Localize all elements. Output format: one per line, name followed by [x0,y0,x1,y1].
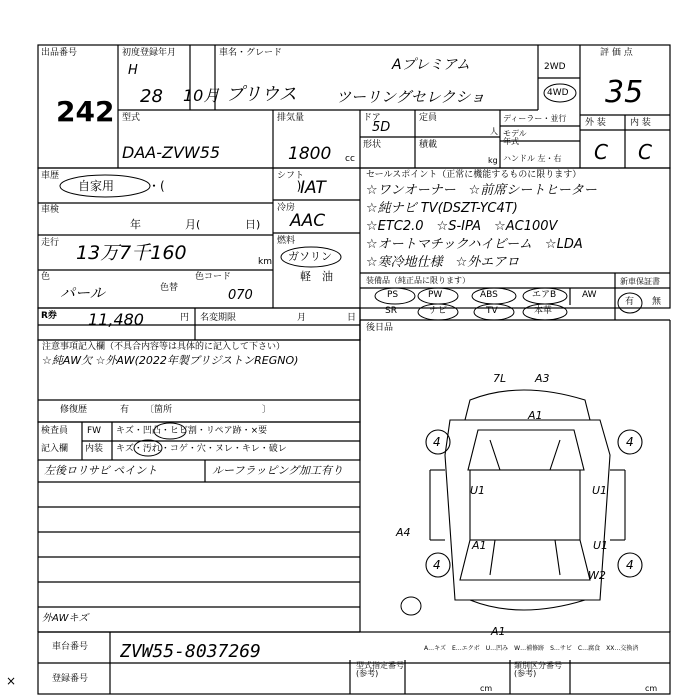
lot-number: 242 [56,95,115,128]
displacement: 1800 [288,144,332,164]
bottom-note: 外AWキズ [42,613,89,624]
model: DAA-ZVW55 [122,143,221,162]
door: 5D [372,120,391,135]
inspection-month: 月( [185,218,201,231]
mileage-label: 走行 [41,238,60,248]
category-label: 類別区分番号 (参考) [514,661,562,678]
displacement-label: 排気量 [277,113,305,123]
tire-mark: 4 [626,435,634,449]
frame-label: 車台番号 [52,642,89,652]
history-label: 車歴 [41,171,60,181]
recycle-label: R券 [41,311,57,321]
notes-text: ☆純AW欠 ☆外AW(2022年製ブリジストンREGNO) [42,354,299,367]
color-label: 色 [41,272,51,282]
fuel-other: 軽 油 [300,270,333,283]
sales-points-label: セールスポイント（正常に機能するものに限ります） [366,170,582,180]
equip-aw: AW [582,290,597,300]
yen: 円 [180,313,190,323]
repair-value: 有 [120,405,130,415]
month-label: 月 [297,313,307,323]
equip-airbag: エアB [532,290,557,300]
recycle-value: 11,480 [88,310,144,329]
notes-label: 注意事項記入欄（不具合内容等は具体的に記入して下さい） [42,342,286,352]
sales-point-line: ☆オートマチックハイビーム ☆LDA [366,237,583,252]
equip-leather: 本革 [534,306,553,316]
warranty-no: 無 [652,297,662,307]
diagram-mark: A1 [491,625,506,638]
mileage-value: 13万7千160 [76,242,187,264]
equip-navi: ナビ [429,306,448,316]
fuel-value: ガソリン [288,250,332,263]
dealer-label: ディーラー・並行 [503,114,567,123]
reg-label: 登録番号 [52,674,89,684]
equip-sr: SR [385,306,397,316]
kg-unit: kg [488,156,498,165]
repair-label: 修復歴 [60,405,88,415]
reg-year: 28 [140,86,163,107]
diagram-mark: U1 [470,484,486,497]
era: H [128,63,138,78]
equipment-label: 装備品（純正品に限ります） [366,276,470,285]
first-reg-label: 初度登録年月 [122,48,177,58]
history-value: 自家用 [78,179,115,193]
tire-mark: 4 [626,558,634,572]
fuel-label: 燃料 [277,236,296,246]
car-name-label: 車名・グレード [219,48,283,58]
shift-label: シフト [277,171,305,181]
load-label: 積載 [419,140,438,150]
grade-top: Aプレミアム [392,57,471,73]
grade: ツーリングセレクショ [336,88,486,106]
inspector-fw-items: キズ・凹凸・ヒビ割・リペア跡・×要 [116,426,268,436]
diagram-mark: U1 [592,484,608,497]
equip-pw: PW [428,290,443,300]
diagram-mark: A3 [535,372,550,385]
warranty-label: 新車保証書 [620,277,660,286]
inspector-interior: 内装 [85,444,104,454]
sales-point-line: ☆純ナビ TV(DSZT-YC4T) [366,201,518,216]
drive-2wd: 2WD [544,62,566,72]
diagram-mark: W2 [588,569,606,582]
tire-mark: 4 [433,558,441,572]
mileage-unit: km [258,257,272,267]
cm-unit: cm [645,684,658,693]
displacement-unit: cc [345,154,355,164]
score-label: 評 価 点 [600,48,633,58]
inspector-entry-label: 記入欄 [41,444,69,454]
inspection-label: 車検 [41,205,60,215]
exterior-label: 外 装 [585,118,606,128]
spec-change-label: 型式指定番号 (参考) [356,661,404,678]
damage-legend: A…キズ E…エクボ U…凹み W…補修跡 S…サビ C…腐食 XX…交換済 [424,645,639,652]
lot-label: 出品番号 [41,48,78,58]
aircon-value: AAC [290,211,326,231]
drive-4wd: 4WD [547,88,569,98]
equip-ps: PS [387,290,399,300]
color-change-label: 色替 [160,283,179,293]
model-label: 型式 [122,113,141,123]
inspector-interior-items: キズ・汚れ・コゲ・穴・ヌレ・キレ・破レ [116,444,287,454]
car-diagram [426,390,642,610]
tire-mark: 4 [433,435,441,449]
person-unit: 人 [490,127,498,136]
color-value: パール [60,284,105,302]
day-label: 日 [347,313,357,323]
exterior-grade: C [594,140,608,164]
remark-line-left: 左後ロリサビ ペイント [44,464,158,477]
diagram-mark: A1 [528,409,543,422]
inspector-fw: FW [87,426,102,436]
interior-label: 内 装 [630,118,651,128]
shift-value: IAT [300,178,326,198]
cm-unit: cm [480,684,493,693]
frame-value: ZVW55-8037269 [120,641,261,662]
side-mark: × [6,674,17,688]
sales-point-line: ☆寒冷地仕様 ☆外エアロ [366,255,520,270]
diagram-mark: A1 [472,539,487,552]
diagram-mark: A4 [396,526,411,539]
aircon-label: 冷房 [277,203,296,213]
sales-point-line: ☆ETC2.0 ☆S-IPA ☆AC100V [366,219,558,234]
repair-bracket: 〔箇所 〕 [145,405,272,415]
equip-abs: ABS [480,290,498,300]
reg-month: 10月 [183,86,220,105]
name-change-label: 名変期限 [200,313,237,323]
capacity-label: 定員 [419,113,438,123]
shape-label: 形状 [363,140,382,150]
car-name: プリウス [226,84,297,105]
handle-label: ハンドル 左・右 [503,154,562,163]
diagram-mark: U1 [593,539,609,552]
door-label: ドア [363,113,381,123]
color-no: 070 [228,288,253,303]
inspector-label: 検査員 [41,426,69,436]
inspection-year: 年 [130,218,141,231]
color-no-label: 色コード [195,272,232,282]
model-year-label: モデル 年式 [503,129,527,146]
history-bracket: ・( ) [148,179,302,193]
equip-tv: TV [486,306,498,316]
interior-grade: C [638,140,652,164]
score: 35 [605,75,644,110]
inspection-day: 日) [245,218,261,231]
later-items-label: 後日品 [366,323,394,333]
remark-line-right: ルーフラッピング加工有り [212,464,344,477]
warranty-yes: 有 [625,297,635,307]
sales-point-line: ☆ワンオーナー ☆前席シートヒーター [366,183,597,198]
diagram-mark: 7L [493,372,507,385]
